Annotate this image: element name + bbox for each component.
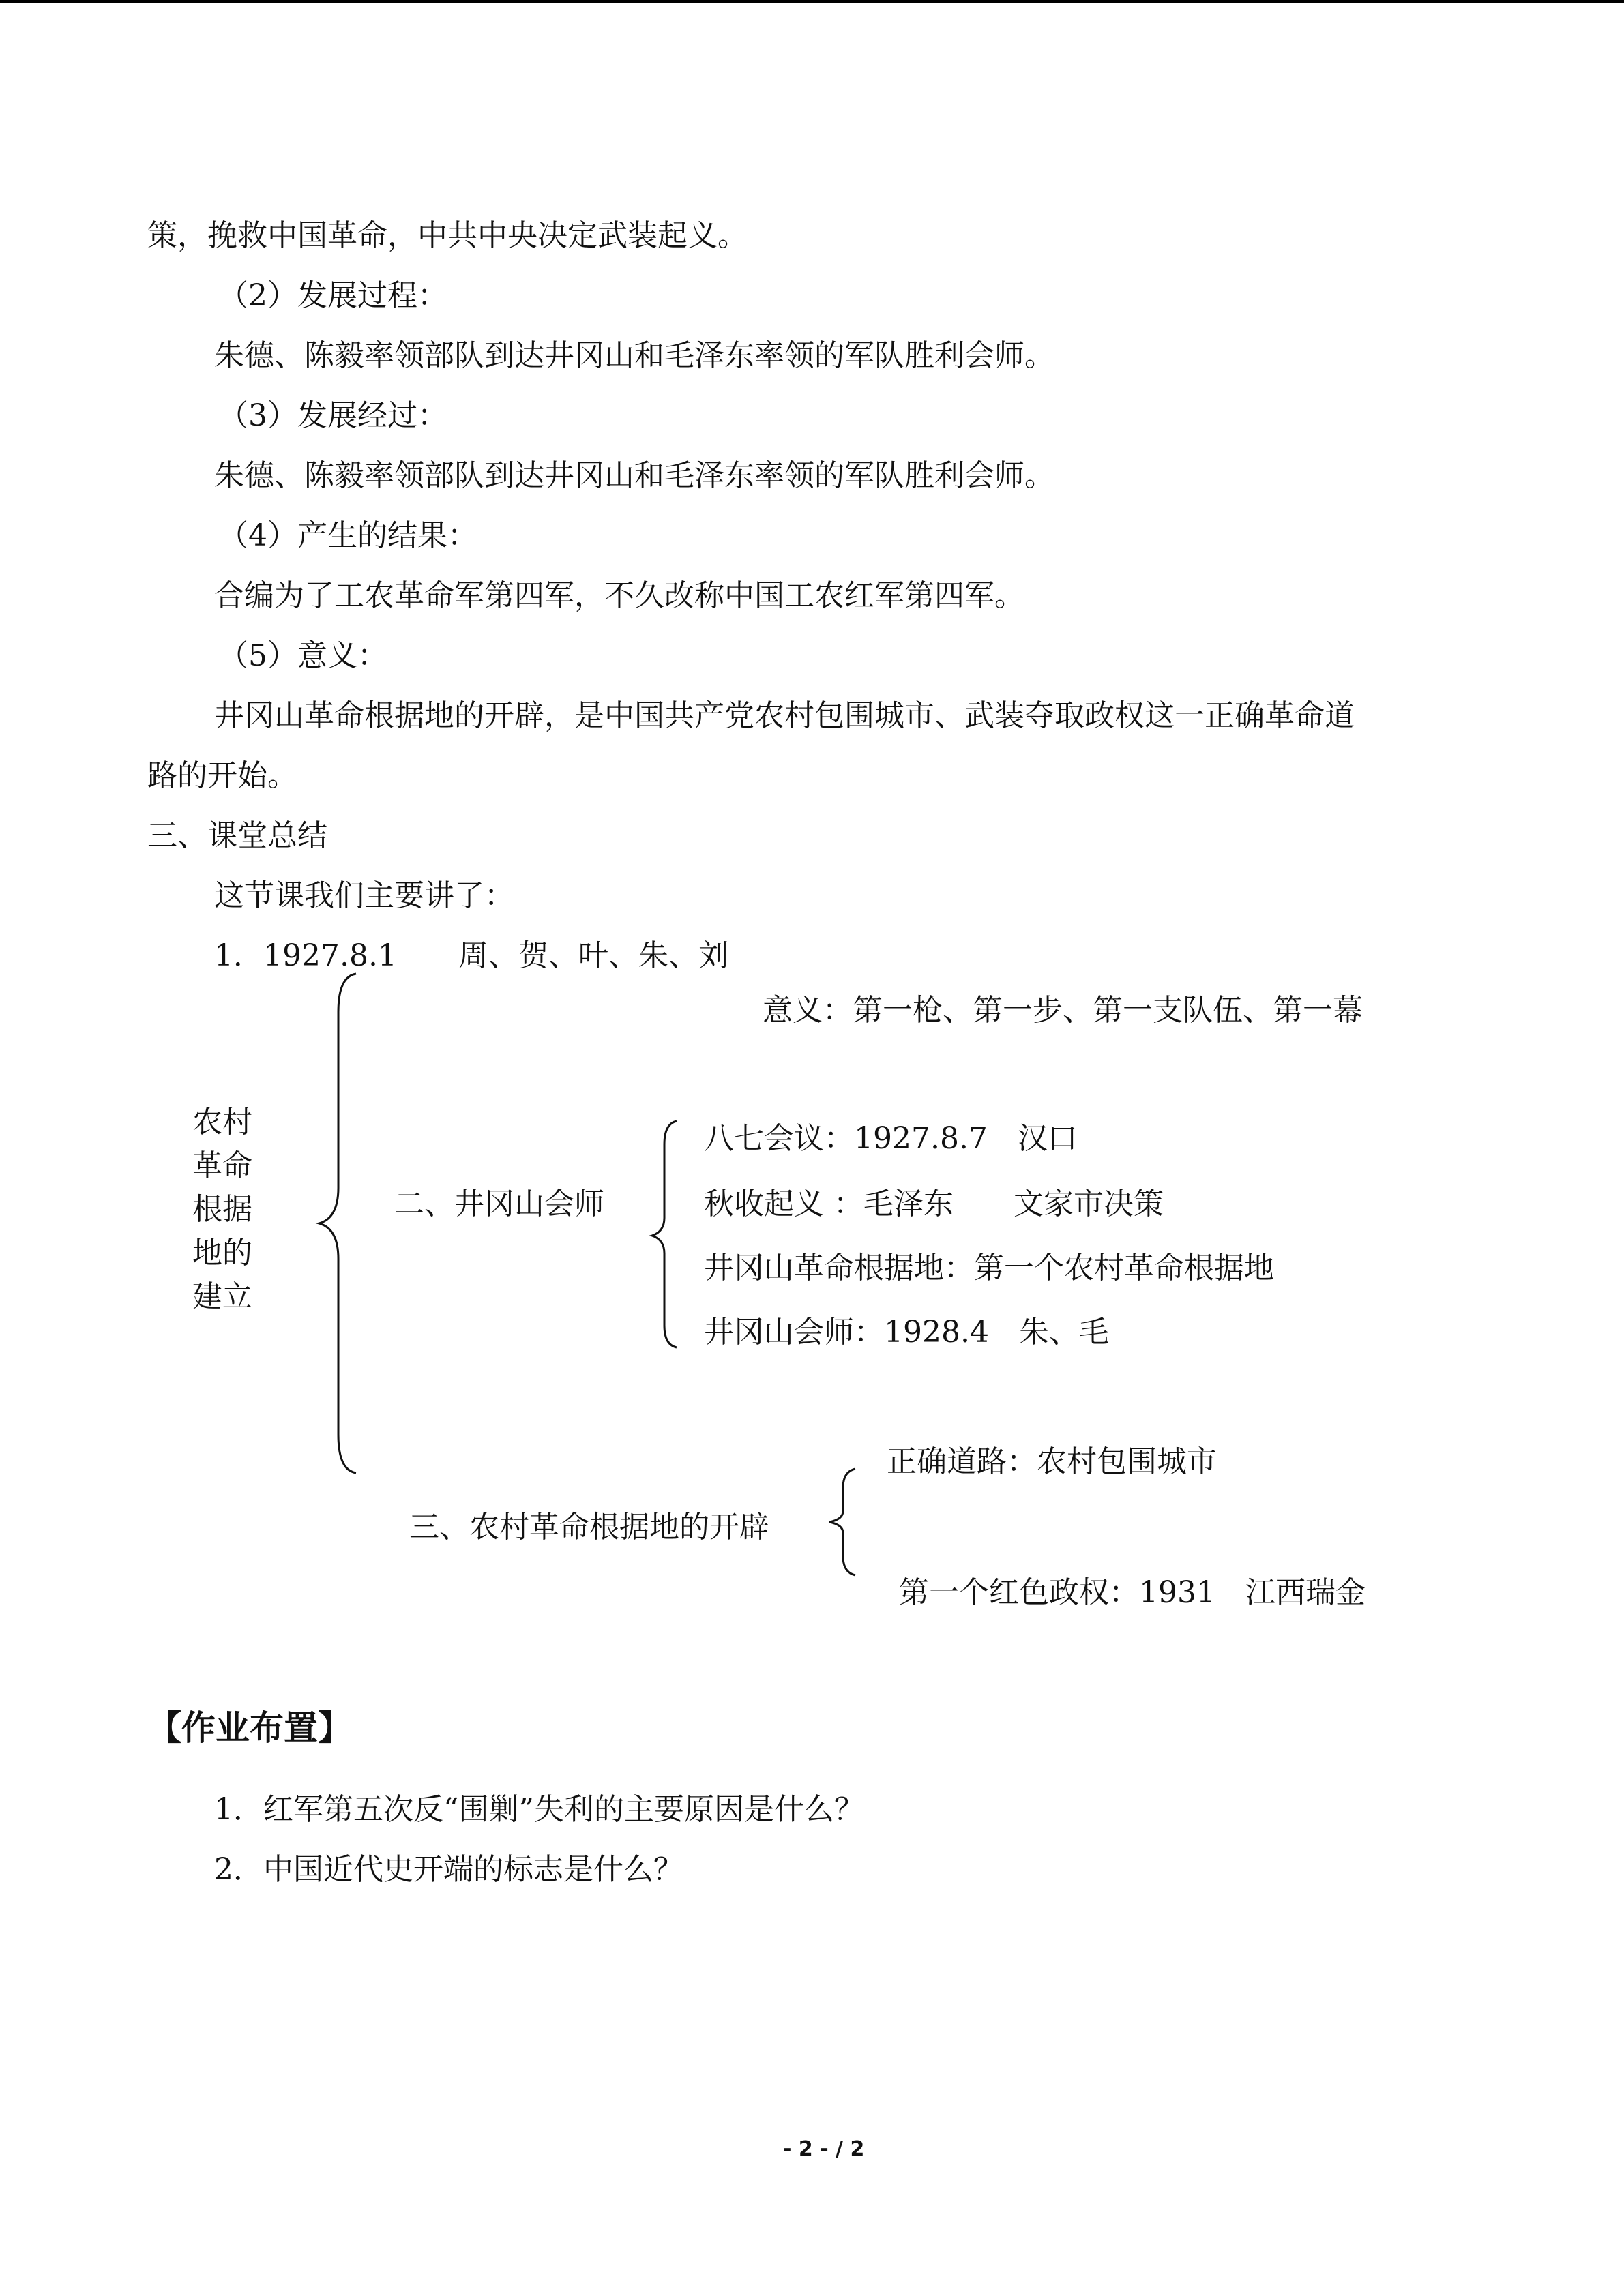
section2-brace [647, 1118, 688, 1350]
root-label-line: 革命 [192, 1148, 252, 1183]
root-label-line: 建立 [192, 1279, 252, 1314]
page-number: - 2 - / 2 [783, 2137, 865, 2161]
body-line: 朱德、陈毅率领部队到达井冈山和毛泽东率领的军队胜利会师。 [214, 338, 1054, 373]
section3-brace [823, 1466, 863, 1578]
summary-item1-number: 1．1927.8.1 [214, 938, 397, 973]
body-line: 这节课我们主要讲了： [214, 878, 514, 913]
subheading-development-course: （3）发展经过： [218, 398, 447, 433]
section2-item: 井冈山会师：1928.4 朱、毛 [704, 1315, 1109, 1350]
body-line: 路的开始。 [147, 758, 297, 793]
section-heading-summary: 三、课堂总结 [147, 818, 327, 853]
section2-item: 八七会议：1927.8.7 汉口 [704, 1121, 1078, 1156]
root-label-line: 农村 [192, 1105, 252, 1139]
main-brace [314, 971, 368, 1476]
subheading-significance: （5）意义： [218, 638, 387, 673]
body-line: 合编为了工农革命军第四军，不久改称中国工农红军第四军。 [214, 578, 1024, 613]
summary-item1-people: 周、贺、叶、朱、刘 [458, 938, 728, 973]
section3-item: 第一个红色政权：1931 江西瑞金 [899, 1575, 1365, 1610]
homework-title: 【作业布置】 [147, 1708, 352, 1748]
body-line: 策，挽救中国革命，中共中央决定武装起义。 [147, 218, 748, 253]
root-label-line: 根据 [192, 1192, 252, 1227]
section3-item: 正确道路：农村包围城市 [887, 1444, 1217, 1479]
subheading-development-process: （2）发展过程： [218, 278, 447, 313]
root-label [192, 1101, 261, 1319]
subheading-results: （4）产生的结果： [218, 518, 477, 553]
root-label-line: 地的 [192, 1236, 252, 1270]
homework-question: 2．中国近代史开端的标志是什么？ [214, 1852, 683, 1887]
section2-item: 秋收起义 ：毛泽东 文家市决策 [704, 1187, 1164, 1221]
section2-item: 井冈山革命根据地：第一个农村革命根据地 [704, 1251, 1274, 1285]
section2-label: 二、井冈山会师 [394, 1187, 604, 1221]
section3-label: 三、农村革命根据地的开辟 [409, 1510, 769, 1545]
summary-item1-meaning: 意义：第一枪、第一步、第一支队伍、第一幕 [763, 993, 1363, 1028]
body-line: 朱德、陈毅率领部队到达井冈山和毛泽东率领的军队胜利会师。 [214, 458, 1054, 493]
homework-question: 1．红军第五次反“围剿”失利的主要原因是什么？ [214, 1792, 864, 1827]
top-border-line [0, 0, 1624, 3]
body-line: 井冈山革命根据地的开辟，是中国共产党农村包围城市、武装夺取政权这一正确革命道 [214, 698, 1355, 733]
